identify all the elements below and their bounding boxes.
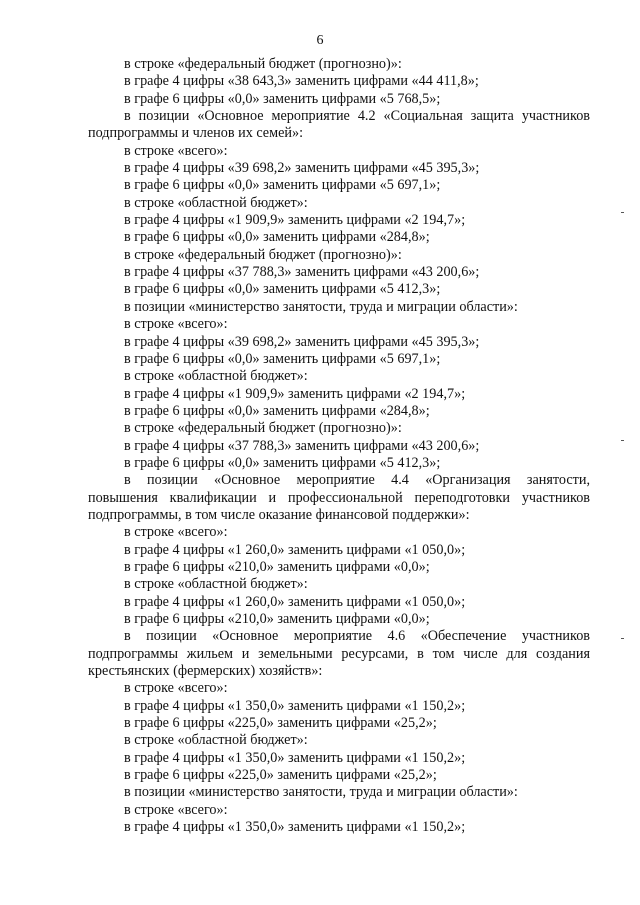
page-number: 6: [316, 33, 324, 48]
text-line: в графе 4 цифры «38 643,3» заменить цифрами «44 411,8»;: [124, 73, 479, 90]
text-line: в графе 4 цифры «1 909,9» заменить цифрами «2 194,7»;: [124, 212, 466, 229]
text-line: в графе 4 цифры «1 350,0» заменить цифрами «1 150,2»;: [124, 697, 466, 714]
text-line: в строке «областной бюджет»:: [124, 194, 308, 211]
document-body: [88, 56, 590, 836]
text-line: в строке «всего»:: [124, 801, 228, 818]
text-line: крестьянских (фермерских) хозяйств»:: [88, 663, 323, 680]
text-line: в строке «областной бюджет»:: [124, 732, 308, 749]
text-line: в графе 6 цифры «210,0» заменить цифрами «0,0»;: [124, 611, 430, 627]
text-line: в графе 4 цифры «37 788,3» заменить цифрами «43 200,6»;: [124, 437, 480, 454]
text-line: в графе 6 цифры «0,0» заменить цифрами «284,8»;: [124, 229, 430, 246]
text-line: в строке «федеральный бюджет (прогнозно)»:: [124, 420, 402, 437]
text-line: в графе 6 цифры «0,0» заменить цифрами «5 412,3»;: [124, 454, 441, 471]
text-line: в строке «всего»:: [124, 524, 228, 541]
text-line: в графе 4 цифры «1 260,0» заменить цифрами «1 050,0»;: [124, 593, 466, 610]
text-line: в строке «всего»:: [124, 680, 228, 697]
text-line: в графе 6 цифры «0,0» заменить цифрами «5 697,1»;: [124, 350, 441, 367]
text-line: в позиции «министерство занятости, труда и миграции области»:: [124, 298, 518, 315]
text-line: в строке «всего»:: [124, 142, 228, 159]
text-line: в графе 6 цифры «210,0» заменить цифрами «0,0»;: [124, 558, 430, 575]
text-line: в графе 4 цифры «1 350,0» заменить цифрами «1 150,2»;: [124, 819, 466, 836]
text-line: в графе 4 цифры «1 909,9» заменить цифрами «2 194,7»;: [124, 385, 466, 402]
text-line: в графе 6 цифры «0,0» заменить цифрами «284,8»;: [124, 402, 430, 419]
text-line: подпрограммы жильем и земельными ресурсами, в том числе для создания: [88, 645, 590, 662]
scan-mark: [621, 638, 624, 639]
text-line: подпрограммы и членов их семей»:: [88, 125, 304, 142]
text-line: в строке «областной бюджет»:: [124, 576, 308, 593]
text-line: в позиции «Основное мероприятие 4.2 «Социальная защита участников: [124, 108, 590, 125]
text-line: в графе 4 цифры «1 260,0» заменить цифрами «1 050,0»;: [124, 541, 466, 558]
text-line: в строке «федеральный бюджет (прогнозно)»:: [124, 246, 402, 263]
text-line: в строке «областной бюджет»:: [124, 368, 308, 385]
text-line: в графе 4 цифры «37 788,3» заменить цифрами «43 200,6»;: [124, 264, 480, 281]
text-line: повышения квалификации и профессиональной переподготовки участников: [88, 489, 590, 506]
text-line: в позиции «министерство занятости, труда и миграции области»:: [124, 784, 518, 801]
text-line: в графе 6 цифры «225,0» заменить цифрами «25,2»;: [124, 767, 437, 784]
text-line: в графе 6 цифры «0,0» заменить цифрами «5 768,5»;: [124, 90, 441, 107]
text-line: в позиции «Основное мероприятие 4.6 «Обеспечение участников: [124, 628, 590, 645]
scan-mark: [621, 440, 624, 441]
text-line: подпрограммы, в том числе оказание финансовой поддержки»:: [88, 506, 470, 523]
text-line: в строке «всего»:: [124, 316, 228, 333]
text-line: в графе 6 цифры «225,0» заменить цифрами «25,2»;: [124, 715, 437, 732]
text-line: в графе 4 цифры «1 350,0» заменить цифрами «1 150,2»;: [124, 749, 466, 766]
text-line: в графе 4 цифры «39 698,2» заменить цифрами «45 395,3»;: [124, 160, 480, 177]
text-line: в графе 6 цифры «0,0» заменить цифрами «5 412,3»;: [124, 281, 441, 298]
text-line: в строке «федеральный бюджет (прогнозно)»:: [124, 56, 402, 72]
text-line: в графе 6 цифры «0,0» заменить цифрами «5 697,1»;: [124, 177, 441, 194]
text-line: в графе 4 цифры «39 698,2» заменить цифрами «45 395,3»;: [124, 333, 480, 350]
scan-mark: [621, 212, 624, 213]
text-line: в позиции «Основное мероприятие 4.4 «Организация занятости,: [124, 472, 590, 489]
